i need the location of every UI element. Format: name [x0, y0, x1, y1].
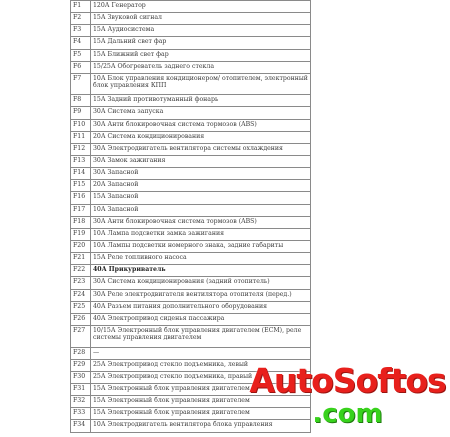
fuse-row: [71, 143, 311, 155]
watermark-sub-text: .com: [312, 399, 383, 429]
fuse-id-cell: F19: [71, 228, 91, 240]
fuse-description-cell: 40А Разъем питания дополнительного оборудования: [91, 301, 311, 313]
fuse-row: [71, 347, 311, 359]
fuse-id-cell: F8: [71, 95, 91, 107]
fuse-description-cell: 30А Анти блокировочная система тормозов (ABS): [91, 119, 311, 131]
fuse-description-cell: 20А Система кондиционирования: [91, 131, 311, 143]
fuse-row: [71, 265, 311, 277]
fuse-id-cell: F21: [71, 253, 91, 265]
fuse-id-cell: F34: [71, 420, 91, 432]
fuse-description-cell: 15А Задний противотуманный фонарь: [91, 95, 311, 107]
fuse-description-cell: 40А Электропривод сиденья пассажира: [91, 313, 311, 325]
fuse-description-cell: 20А Запасной: [91, 180, 311, 192]
fuse-description-cell: 10/15А Электронный блок управления двигателем (ECM), реле системы управления двигателем: [91, 326, 311, 348]
fuse-description-cell: 15А Аудиосистема: [91, 25, 311, 37]
fuse-row: [71, 289, 311, 301]
fuse-row: [71, 156, 311, 168]
fuse-description-cell: 15А Электронный блок управления двигателем: [91, 396, 311, 408]
fuse-id-cell: F15: [71, 180, 91, 192]
fuse-id-cell: F14: [71, 168, 91, 180]
watermark-logo: [245, 363, 450, 427]
fuse-id-cell: F10: [71, 119, 91, 131]
fuse-description-cell: 25А Электропривод стекло подъемника, правый: [91, 371, 311, 383]
fuse-id-cell: F26: [71, 313, 91, 325]
fuse-row: [71, 1, 311, 13]
fuse-id-cell: F12: [71, 143, 91, 155]
fuse-id-cell: F32: [71, 396, 91, 408]
fuse-description-cell: 10А Запасной: [91, 204, 311, 216]
fuse-id-cell: F2: [71, 13, 91, 25]
fuse-row: [71, 37, 311, 49]
fuse-row: [71, 73, 311, 95]
fuse-row: [71, 326, 311, 348]
fuse-id-cell: F4: [71, 37, 91, 49]
fuse-id-cell: F3: [71, 25, 91, 37]
fuse-id-cell: F13: [71, 156, 91, 168]
fuse-description-cell: 30А Система запуска: [91, 107, 311, 119]
fuse-description-cell: 15А Электронный блок управления двигателем: [91, 383, 311, 395]
fuse-description-cell: 30А Система кондиционирования (задний отопитель): [91, 277, 311, 289]
fuse-row: [71, 253, 311, 265]
fuse-description-cell: 15/25А Обогреватель заднего стекла: [91, 61, 311, 73]
fuse-description-cell: 30А Электродвигатель вентилятора системы охлаждения: [91, 143, 311, 155]
fuse-row: [71, 61, 311, 73]
watermark-main-text: AutoSoftos: [249, 361, 446, 400]
fuse-row: [71, 131, 311, 143]
fuse-id-cell: F7: [71, 73, 91, 95]
fuse-description-cell: 10А Лампы подсветки номерного знака, задние габариты: [91, 241, 311, 253]
fuse-id-cell: F29: [71, 359, 91, 371]
fuse-row: [71, 107, 311, 119]
fuse-description-cell: 15А Ближний свет фар: [91, 49, 311, 61]
fuse-row: [71, 216, 311, 228]
fuse-description-cell: 15А Дальний свет фар: [91, 37, 311, 49]
fuse-description-cell: 15А Реле топливного насоса: [91, 253, 311, 265]
fuse-description-cell: 10А Блок управления кондиционером/ отопителем, электронный блок управления КПП: [91, 73, 311, 95]
fuse-id-cell: F18: [71, 216, 91, 228]
fuse-row: [71, 49, 311, 61]
fuse-description-cell: 30А Замок зажигания: [91, 156, 311, 168]
fuse-row: [71, 228, 311, 240]
fuse-id-cell: F11: [71, 131, 91, 143]
fuse-row: [71, 192, 311, 204]
fuse-row: [71, 277, 311, 289]
fuse-description-cell: 10А Лампа подсветки замка зажигания: [91, 228, 311, 240]
fuse-description-cell: 15А Запасной: [91, 192, 311, 204]
fuse-id-cell: F24: [71, 289, 91, 301]
fuse-id-cell: F33: [71, 408, 91, 420]
fuse-row: [71, 204, 311, 216]
fuse-id-cell: F27: [71, 326, 91, 348]
fuse-id-cell: F9: [71, 107, 91, 119]
fuse-id-cell: F28: [71, 347, 91, 359]
fuse-id-cell: F30: [71, 371, 91, 383]
fuse-description-cell: 30А Реле электродвигателя вентилятора отопителя (перед.): [91, 289, 311, 301]
fuse-id-cell: F16: [71, 192, 91, 204]
fuse-id-cell: F25: [71, 301, 91, 313]
fuse-description-cell: —: [91, 347, 311, 359]
fuse-row: [71, 13, 311, 25]
fuse-row: [71, 95, 311, 107]
fuse-id-cell: F5: [71, 49, 91, 61]
fuse-description-cell: 15А Звуковой сигнал: [91, 13, 311, 25]
fuse-description-cell: 25А Электропривод стекло подъемника, левый: [91, 359, 311, 371]
fuse-row: [71, 301, 311, 313]
fuse-row: [71, 313, 311, 325]
fuse-id-cell: F17: [71, 204, 91, 216]
fuse-description-cell: 40А Прикуриватель: [91, 265, 311, 277]
fuse-id-cell: F20: [71, 241, 91, 253]
fuse-id-cell: F23: [71, 277, 91, 289]
fuse-row: [71, 168, 311, 180]
fuse-id-cell: F22: [71, 265, 91, 277]
fuse-id-cell: F1: [71, 1, 91, 13]
fuse-description-cell: 10А Электродвигатель вентилятора блока управления: [91, 420, 311, 432]
fuse-row: [71, 25, 311, 37]
fuse-description-cell: 30А Анти блокировочная система тормозов (ABS): [91, 216, 311, 228]
fuse-row: [71, 180, 311, 192]
fuse-row: [71, 119, 311, 131]
fuse-id-cell: F31: [71, 383, 91, 395]
fuse-id-cell: F6: [71, 61, 91, 73]
fuse-row: [71, 241, 311, 253]
fuse-description-cell: 15А Электронный блок управления двигателем: [91, 408, 311, 420]
fuse-description-cell: 120А Генератор: [91, 1, 311, 13]
fuse-description-cell: 30А Запасной: [91, 168, 311, 180]
